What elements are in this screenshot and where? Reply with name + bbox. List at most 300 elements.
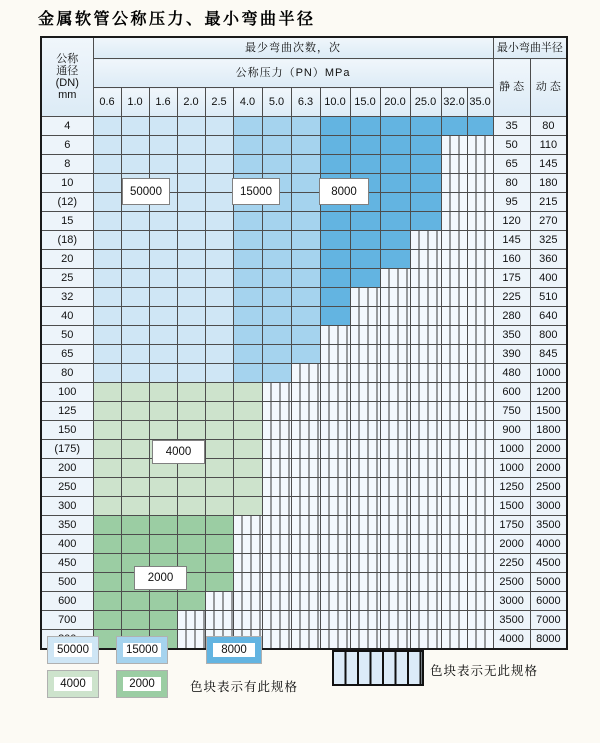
spec-cell — [149, 326, 177, 345]
no-spec-cell — [350, 421, 380, 440]
dn-cell: 80 — [41, 364, 93, 383]
no-spec-cell — [410, 421, 441, 440]
dynamic-value-cell: 360 — [530, 250, 567, 269]
no-spec-cell — [350, 345, 380, 364]
spec-cell — [262, 155, 291, 174]
spec-cell — [93, 269, 121, 288]
spec-cell — [262, 307, 291, 326]
spec-cell — [205, 326, 233, 345]
spec-cell — [149, 117, 177, 136]
static-value-cell: 2500 — [493, 573, 530, 592]
spec-cell — [93, 345, 121, 364]
table-row — [41, 231, 567, 250]
spec-cell — [380, 231, 410, 250]
no-spec-cell — [291, 630, 320, 650]
legend-chip-15000 — [117, 637, 167, 663]
no-spec-cell — [380, 535, 410, 554]
spec-cell — [121, 155, 149, 174]
dn-header-line: 通径 — [56, 64, 79, 77]
no-spec-cell — [441, 193, 467, 212]
bend-times-header: 最少弯曲次数，次 — [93, 37, 493, 59]
static-value-cell: 120 — [493, 212, 530, 231]
no-spec-cell — [441, 212, 467, 231]
static-value-cell: 160 — [493, 250, 530, 269]
spec-cell — [121, 440, 149, 459]
legend-chip-8000 — [207, 637, 261, 663]
no-spec-cell — [291, 402, 320, 421]
dynamic-value-cell: 325 — [530, 231, 567, 250]
dynamic-value-cell: 2500 — [530, 478, 567, 497]
dynamic-value-cell: 845 — [530, 345, 567, 364]
dn-cell: 50 — [41, 326, 93, 345]
spec-cell — [177, 516, 205, 535]
table-row — [41, 288, 567, 307]
spec-cell — [93, 212, 121, 231]
dynamic-value-cell: 215 — [530, 193, 567, 212]
no-spec-cell — [410, 326, 441, 345]
no-spec-cell — [380, 630, 410, 650]
spec-cell — [350, 155, 380, 174]
spec-cell — [149, 364, 177, 383]
dn-cell: 500 — [41, 573, 93, 592]
no-spec-cell — [410, 231, 441, 250]
no-spec-cell — [380, 516, 410, 535]
table-row — [41, 478, 567, 497]
spec-cell — [233, 383, 262, 402]
no-spec-cell — [320, 459, 350, 478]
no-spec-cell — [320, 478, 350, 497]
dn-cell: 350 — [41, 516, 93, 535]
spec-cell — [93, 573, 121, 592]
static-value-cell: 2000 — [493, 535, 530, 554]
spec-cell — [205, 269, 233, 288]
spec-cell — [121, 364, 149, 383]
static-value-cell: 900 — [493, 421, 530, 440]
no-spec-cell — [441, 611, 467, 630]
no-spec-cell — [467, 535, 493, 554]
no-spec-cell — [233, 554, 262, 573]
static-value-cell: 750 — [493, 402, 530, 421]
legend-chip-label: 15000 — [126, 644, 158, 656]
spec-cell — [233, 402, 262, 421]
spec-cell — [121, 136, 149, 155]
spec-cell — [93, 383, 121, 402]
spec-cell — [93, 440, 121, 459]
pressure-col-header: 35.0 — [467, 88, 493, 117]
spec-cell — [121, 288, 149, 307]
spec-cell — [380, 117, 410, 136]
spec-cell — [93, 250, 121, 269]
spec-cell — [205, 573, 233, 592]
pressure-col-header: 2.0 — [177, 88, 205, 117]
spec-cell — [291, 136, 320, 155]
no-spec-cell — [233, 592, 262, 611]
static-value-cell: 280 — [493, 307, 530, 326]
dynamic-value-cell: 1200 — [530, 383, 567, 402]
dynamic-value-cell: 180 — [530, 174, 567, 193]
dn-cell: 10 — [41, 174, 93, 193]
static-value-cell: 50 — [493, 136, 530, 155]
no-spec-cell — [262, 535, 291, 554]
static-value-cell: 3000 — [493, 592, 530, 611]
no-spec-cell — [410, 611, 441, 630]
dn-cell: (18) — [41, 231, 93, 250]
dn-header-line: 公称 — [56, 52, 79, 65]
table-row — [41, 117, 567, 136]
spec-cell — [205, 478, 233, 497]
no-spec-cell — [380, 345, 410, 364]
no-spec-cell — [262, 478, 291, 497]
table-row — [41, 535, 567, 554]
no-spec-cell — [262, 440, 291, 459]
spec-cell — [380, 174, 410, 193]
dynamic-value-cell: 1000 — [530, 364, 567, 383]
region-label-8000: 8000 — [319, 178, 369, 205]
no-spec-cell — [410, 440, 441, 459]
no-spec-cell — [350, 592, 380, 611]
no-spec-cell — [467, 630, 493, 650]
spec-cell — [177, 326, 205, 345]
spec-cell — [149, 231, 177, 250]
no-spec-cell — [350, 383, 380, 402]
no-spec-cell — [410, 288, 441, 307]
spec-cell — [205, 497, 233, 516]
no-spec-cell — [467, 250, 493, 269]
spec-cell — [262, 250, 291, 269]
no-spec-cell — [320, 630, 350, 650]
no-spec-cell — [441, 174, 467, 193]
spec-cell — [121, 117, 149, 136]
spec-cell — [177, 307, 205, 326]
spec-cell — [262, 345, 291, 364]
spec-cell — [149, 421, 177, 440]
no-spec-cell — [441, 307, 467, 326]
spec-cell — [380, 250, 410, 269]
table-row — [41, 459, 567, 478]
spec-cell — [320, 136, 350, 155]
no-spec-cell — [380, 459, 410, 478]
table-row — [41, 402, 567, 421]
no-spec-cell — [467, 307, 493, 326]
spec-cell — [177, 364, 205, 383]
spec-cell — [262, 136, 291, 155]
no-spec-cell — [291, 364, 320, 383]
no-spec-cell — [262, 459, 291, 478]
no-spec-cell — [262, 611, 291, 630]
spec-cell — [93, 497, 121, 516]
spec-cell — [350, 269, 380, 288]
no-spec-cell — [291, 421, 320, 440]
no-spec-cell — [380, 288, 410, 307]
spec-cell — [350, 231, 380, 250]
no-spec-cell — [410, 478, 441, 497]
spec-cell — [233, 497, 262, 516]
spec-cell — [177, 155, 205, 174]
dn-cell: 40 — [41, 307, 93, 326]
spec-cell — [262, 326, 291, 345]
spec-cell — [121, 383, 149, 402]
spec-cell — [233, 231, 262, 250]
dn-cell: 200 — [41, 459, 93, 478]
spec-cell — [121, 345, 149, 364]
spec-cell — [291, 326, 320, 345]
no-spec-cell — [441, 516, 467, 535]
spec-cell — [291, 174, 320, 193]
spec-cell — [320, 117, 350, 136]
spec-cell — [177, 174, 205, 193]
spec-cell — [177, 497, 205, 516]
no-spec-cell — [350, 459, 380, 478]
no-spec-cell — [467, 402, 493, 421]
no-spec-cell — [410, 402, 441, 421]
spec-cell — [177, 117, 205, 136]
no-spec-cell — [205, 592, 233, 611]
no-spec-cell — [380, 554, 410, 573]
static-value-cell: 4000 — [493, 630, 530, 650]
no-spec-cell — [467, 592, 493, 611]
no-spec-cell — [350, 535, 380, 554]
dn-cell: 65 — [41, 345, 93, 364]
no-spec-cell — [350, 478, 380, 497]
no-spec-cell — [380, 326, 410, 345]
spec-cell — [262, 288, 291, 307]
no-spec-cell — [262, 630, 291, 650]
spec-cell — [205, 535, 233, 554]
table-row — [41, 421, 567, 440]
spec-cell — [205, 250, 233, 269]
no-spec-cell — [350, 288, 380, 307]
no-spec-cell — [233, 516, 262, 535]
dynamic-value-cell: 640 — [530, 307, 567, 326]
static-value-cell: 600 — [493, 383, 530, 402]
pressure-col-header: 6.3 — [291, 88, 320, 117]
table-row — [41, 345, 567, 364]
pressure-col-header: 20.0 — [380, 88, 410, 117]
no-spec-cell — [410, 383, 441, 402]
spec-cell — [291, 307, 320, 326]
spec-cell — [410, 136, 441, 155]
table-row — [41, 250, 567, 269]
dynamic-value-cell: 2000 — [530, 459, 567, 478]
pressure-col-header: 4.0 — [233, 88, 262, 117]
spec-cell — [320, 288, 350, 307]
legend-chip-50000 — [48, 637, 98, 663]
dn-cell: 4 — [41, 117, 93, 136]
no-spec-cell — [441, 288, 467, 307]
spec-cell — [233, 288, 262, 307]
no-spec-cell — [467, 288, 493, 307]
table-row — [41, 497, 567, 516]
spec-cell — [233, 459, 262, 478]
table-row — [41, 364, 567, 383]
spec-cell — [93, 535, 121, 554]
table-row — [41, 269, 567, 288]
spec-cell — [177, 269, 205, 288]
no-spec-cell — [291, 516, 320, 535]
spec-cell — [233, 478, 262, 497]
spec-cell — [93, 231, 121, 250]
spec-cell — [93, 155, 121, 174]
spec-cell — [205, 554, 233, 573]
static-value-cell: 65 — [493, 155, 530, 174]
no-spec-cell — [320, 592, 350, 611]
no-spec-cell — [177, 611, 205, 630]
spec-cell — [350, 212, 380, 231]
spec-cell — [121, 250, 149, 269]
legend-chip-2000 — [117, 671, 167, 697]
spec-cell — [320, 250, 350, 269]
no-spec-cell — [350, 402, 380, 421]
region-label-15000: 15000 — [232, 178, 280, 205]
dynamic-value-cell: 1800 — [530, 421, 567, 440]
spec-cell — [93, 516, 121, 535]
no-spec-cell — [441, 630, 467, 650]
no-spec-cell — [410, 364, 441, 383]
spec-cell — [291, 345, 320, 364]
dn-header-line: (DN) — [55, 77, 79, 89]
spec-cell — [205, 383, 233, 402]
spec-cell — [93, 478, 121, 497]
no-spec-cell — [233, 535, 262, 554]
no-spec-cell — [291, 478, 320, 497]
no-spec-cell — [233, 611, 262, 630]
pressure-col-header: 32.0 — [441, 88, 467, 117]
spec-cell — [149, 535, 177, 554]
table-row — [41, 611, 567, 630]
spec-cell — [380, 193, 410, 212]
no-spec-cell — [320, 440, 350, 459]
spec-cell — [205, 459, 233, 478]
no-spec-cell — [262, 402, 291, 421]
no-spec-cell — [350, 364, 380, 383]
spec-cell — [93, 554, 121, 573]
no-spec-cell — [320, 516, 350, 535]
no-spec-cell — [410, 535, 441, 554]
spec-cell — [121, 459, 149, 478]
table-row — [41, 440, 567, 459]
spec-cell — [149, 497, 177, 516]
spec-cell — [233, 440, 262, 459]
spec-cell — [93, 117, 121, 136]
spec-cell — [205, 402, 233, 421]
no-spec-cell — [467, 516, 493, 535]
spec-cell — [380, 136, 410, 155]
spec-cell — [177, 383, 205, 402]
pressure-col-header: 5.0 — [262, 88, 291, 117]
no-spec-cell — [441, 326, 467, 345]
no-spec-cell — [291, 573, 320, 592]
spec-cell — [410, 193, 441, 212]
no-spec-cell — [467, 231, 493, 250]
spec-cell — [177, 402, 205, 421]
dn-cell: (12) — [41, 193, 93, 212]
spec-cell — [149, 269, 177, 288]
pressure-header: 公称压力（PN）MPa — [93, 59, 493, 88]
no-spec-cell — [467, 573, 493, 592]
spec-cell — [121, 326, 149, 345]
no-spec-cell — [467, 136, 493, 155]
pressure-col-header: 25.0 — [410, 88, 441, 117]
spec-table — [40, 36, 568, 650]
spec-cell — [121, 307, 149, 326]
dynamic-value-cell: 110 — [530, 136, 567, 155]
dn-cell: 6 — [41, 136, 93, 155]
no-spec-cell — [350, 573, 380, 592]
no-spec-cell — [205, 611, 233, 630]
static-value-cell: 2250 — [493, 554, 530, 573]
static-value-cell: 350 — [493, 326, 530, 345]
no-spec-cell — [233, 573, 262, 592]
no-spec-cell — [320, 554, 350, 573]
static-value-cell: 390 — [493, 345, 530, 364]
no-spec-cell — [291, 440, 320, 459]
region-label-2000: 2000 — [134, 566, 187, 590]
spec-cell — [205, 174, 233, 193]
spec-cell — [233, 326, 262, 345]
static-value-cell: 175 — [493, 269, 530, 288]
no-spec-cell — [467, 497, 493, 516]
no-spec-cell — [380, 269, 410, 288]
spec-cell — [121, 421, 149, 440]
no-spec-cell — [467, 212, 493, 231]
no-spec-cell — [320, 535, 350, 554]
spec-cell — [441, 117, 467, 136]
spec-cell — [291, 155, 320, 174]
table-row — [41, 592, 567, 611]
no-spec-cell — [410, 459, 441, 478]
dynamic-value-cell: 3000 — [530, 497, 567, 516]
spec-cell — [233, 212, 262, 231]
no-spec-cell — [380, 383, 410, 402]
no-spec-cell — [380, 364, 410, 383]
no-spec-cell — [410, 516, 441, 535]
no-spec-cell — [441, 478, 467, 497]
legend-no-spec-text: 色块表示无此规格 — [430, 664, 539, 678]
pressure-col-header: 1.6 — [149, 88, 177, 117]
spec-cell — [121, 212, 149, 231]
spec-cell — [149, 516, 177, 535]
no-spec-cell — [410, 250, 441, 269]
static-value-cell: 35 — [493, 117, 530, 136]
no-spec-cell — [320, 383, 350, 402]
static-value-cell: 3500 — [493, 611, 530, 630]
spec-cell — [380, 212, 410, 231]
dynamic-value-cell: 270 — [530, 212, 567, 231]
spec-cell — [93, 421, 121, 440]
no-spec-cell — [320, 421, 350, 440]
dynamic-value-cell: 510 — [530, 288, 567, 307]
no-spec-cell — [350, 326, 380, 345]
no-spec-cell — [410, 307, 441, 326]
dn-cell: 400 — [41, 535, 93, 554]
spec-cell — [410, 155, 441, 174]
no-spec-cell — [441, 136, 467, 155]
no-spec-cell — [380, 573, 410, 592]
spec-cell — [177, 288, 205, 307]
spec-cell — [121, 269, 149, 288]
no-spec-cell — [320, 402, 350, 421]
dynamic-value-cell: 4500 — [530, 554, 567, 573]
spec-cell — [121, 535, 149, 554]
spec-cell — [177, 231, 205, 250]
table-row — [41, 516, 567, 535]
pressure-col-header: 0.6 — [93, 88, 121, 117]
no-spec-cell — [467, 440, 493, 459]
spec-cell — [93, 459, 121, 478]
dn-cell: 150 — [41, 421, 93, 440]
pressure-col-header: 1.0 — [121, 88, 149, 117]
table-row — [41, 326, 567, 345]
